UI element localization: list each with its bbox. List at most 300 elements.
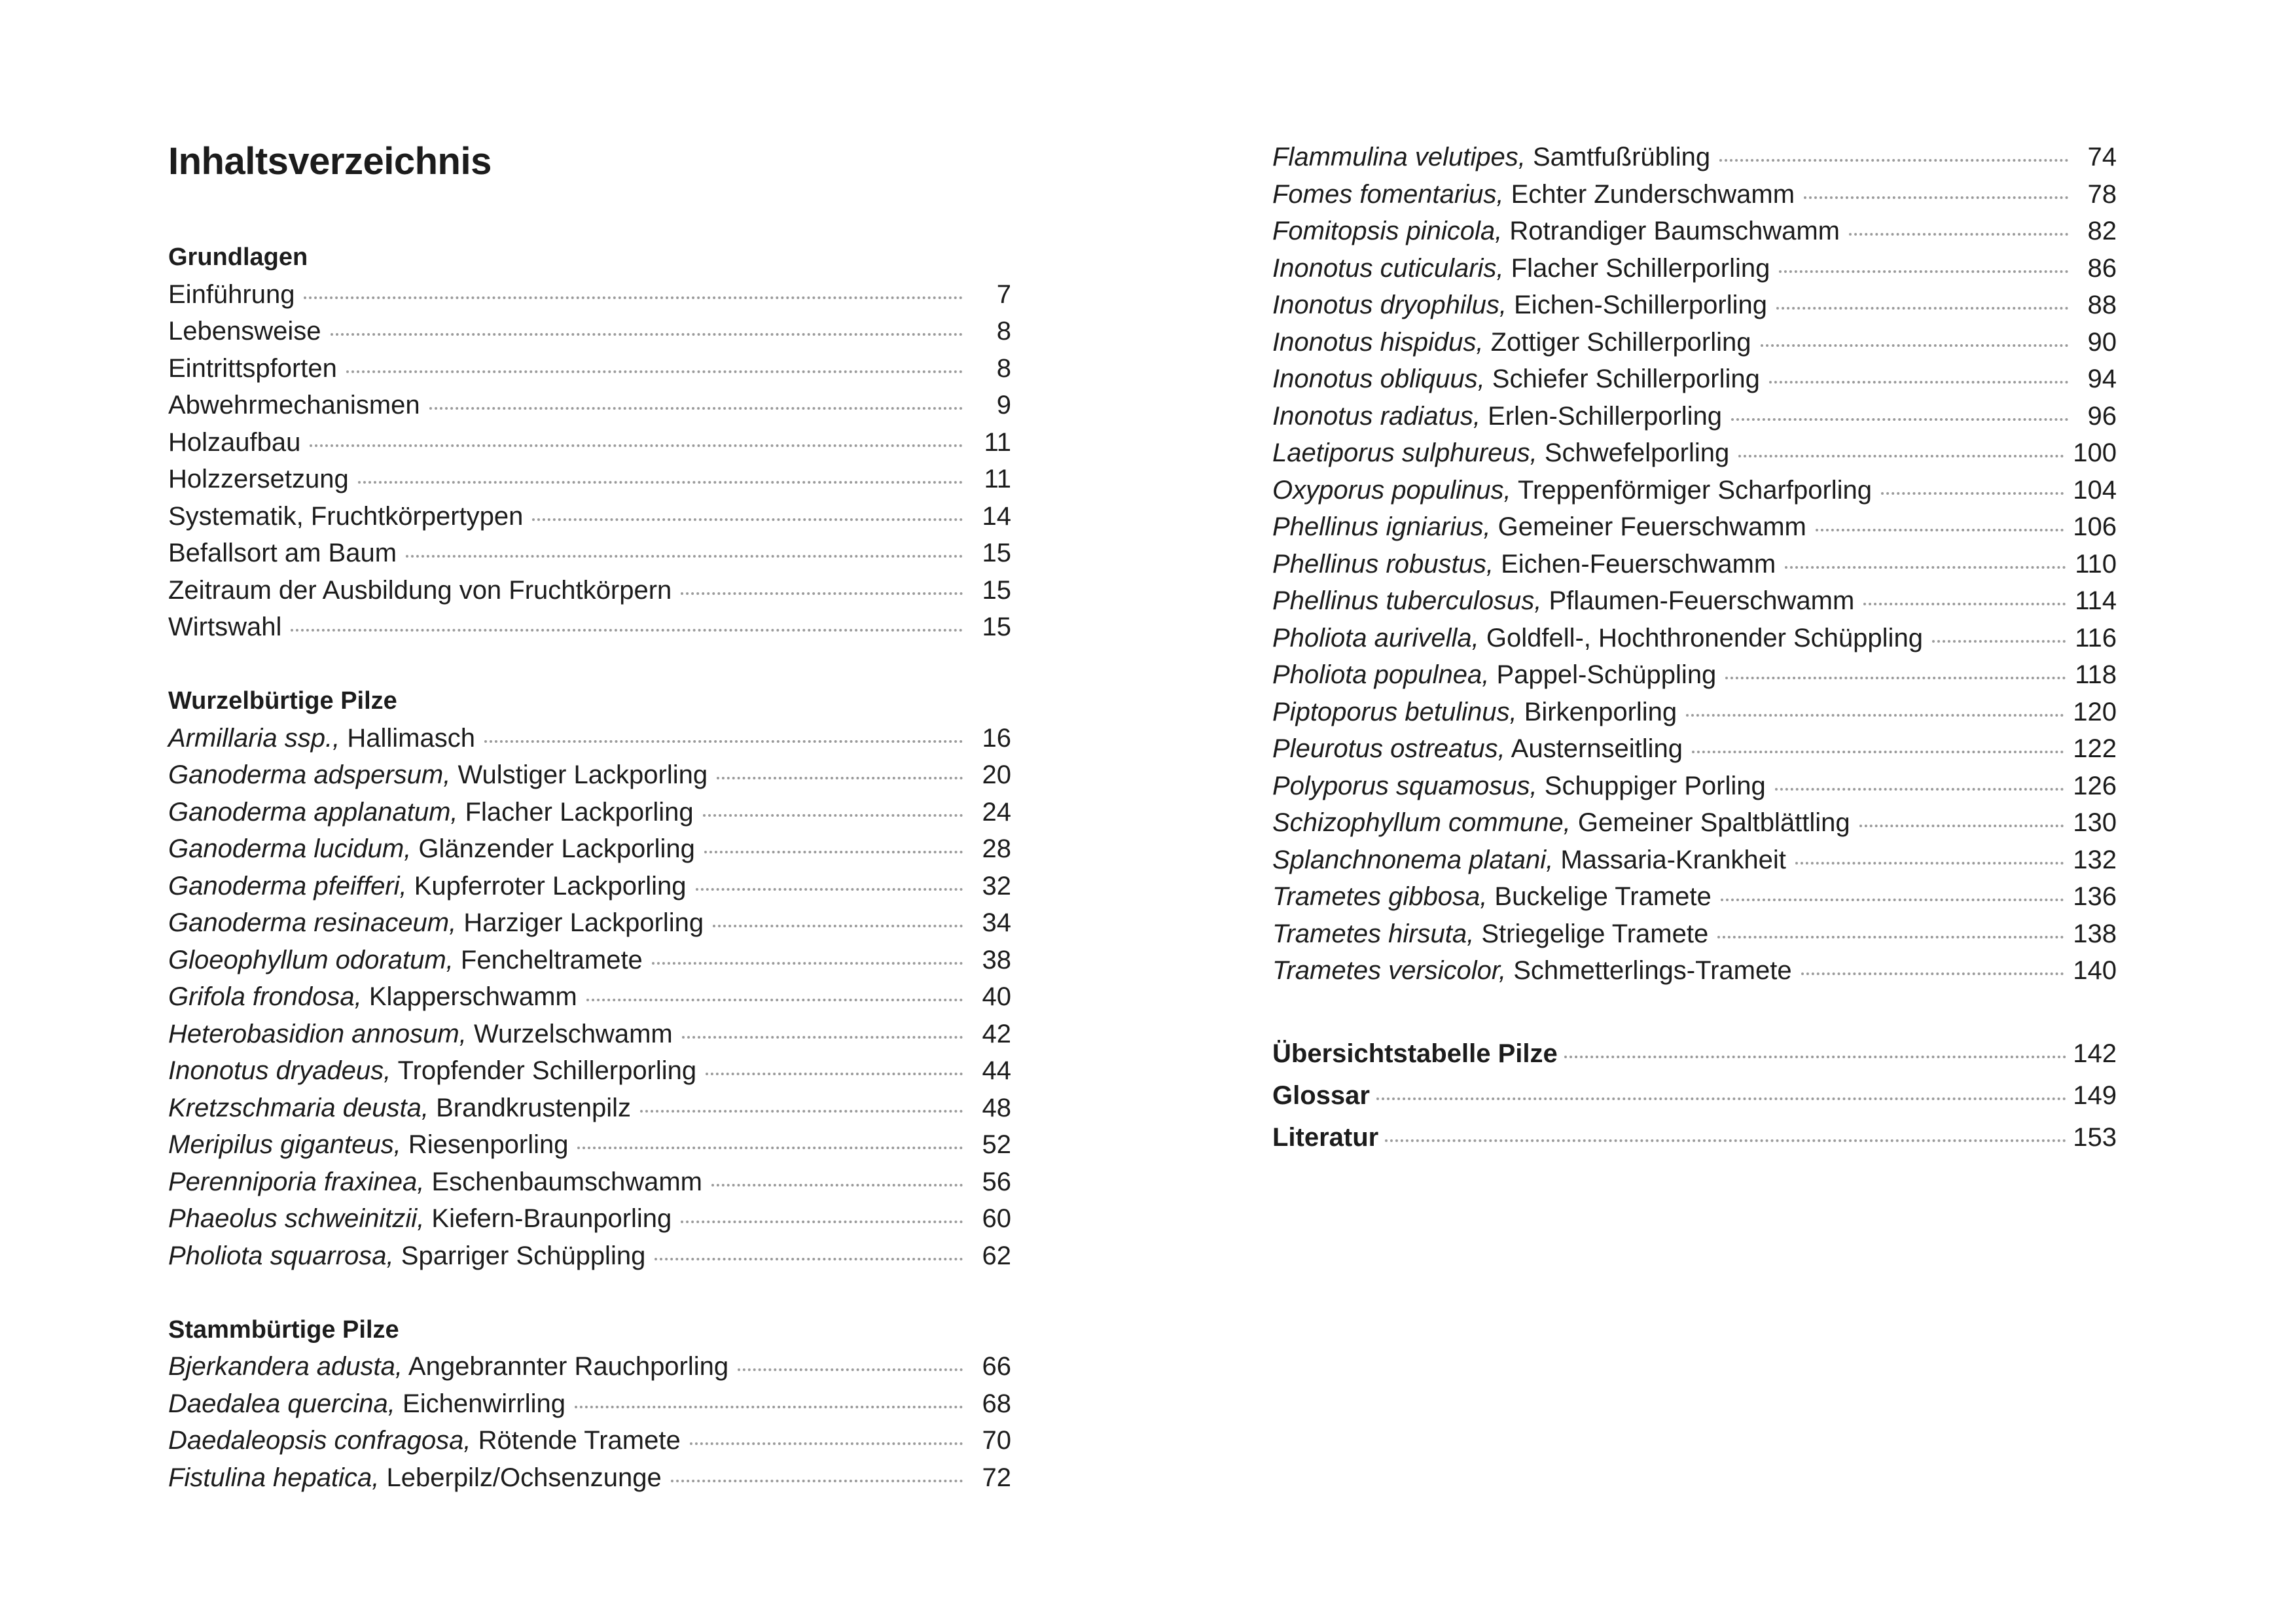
scientific-name: Bjerkandera adusta, [168,1352,403,1381]
page-number: 56 [982,1167,1011,1196]
common-name: Wurzelschwamm [466,1019,673,1048]
entry-title [168,313,321,350]
toc-entry[interactable] [1272,324,2117,361]
entry-title [1272,213,1840,250]
entry-title [1272,176,1795,213]
page-number: 16 [982,723,1011,753]
entry-title [168,1238,645,1275]
common-name: Leberpilz/Ochsenzunge [379,1463,662,1492]
common-name: Schuppiger Porling [1537,771,1766,800]
toc-entry[interactable] [168,1238,1011,1275]
scientific-name: Trametes versicolor, [1272,956,1507,985]
page-number: 72 [982,1463,1011,1492]
scientific-name: Laetiporus sulphureus, [1272,438,1537,467]
page-number: 96 [2087,401,2117,431]
dot-leader [575,1406,963,1408]
page-number: 7 [996,279,1011,309]
page-number: 114 [2075,586,2117,615]
scientific-name: Phellinus tuberculosus, [1272,586,1542,615]
common-name: Brandkrustenpilz [428,1093,631,1122]
page-number: 9 [996,391,1011,419]
entry-title [1272,582,1854,620]
toc-entry[interactable] [168,350,1011,387]
scientific-name: Splanchnonema platani, [1272,845,1554,874]
toc-entry[interactable] [168,1052,1011,1090]
page-number: 34 [982,908,1011,937]
dot-leader [1692,751,2064,753]
entry-title [1272,694,1677,731]
page-number: 8 [996,353,1011,383]
section-gap [168,646,1011,683]
page-number: 78 [2087,179,2117,209]
common-name: Zottiger Schillerporling [1483,327,1751,357]
entry-title [168,276,295,313]
dot-leader [1776,307,2068,310]
page-number: 15 [982,539,1011,567]
toc-entry[interactable] [168,313,1011,350]
entry-title [168,830,695,868]
dot-leader [1721,899,2064,901]
page-number: 14 [982,501,1011,531]
toc-entry[interactable] [1272,656,2117,694]
toc-entry[interactable] [1272,435,2117,472]
page-number: 136 [2073,882,2117,911]
common-name: Holzzersetzung [168,465,349,493]
toc-entry[interactable] [168,572,1011,609]
page-number: 24 [982,797,1011,827]
dot-leader [713,925,963,927]
page-number: 86 [2087,253,2117,283]
entry-title [1272,730,1683,768]
scientific-name: Meripilus giganteus, [168,1130,401,1159]
scientific-name: Phaeolus schweinitzii, [168,1204,425,1233]
scientific-name: Kretzschmaria deusta, [168,1093,429,1122]
entry-title [168,1200,672,1238]
common-name: Flacher Schillerporling [1503,253,1770,283]
dot-leader [1795,862,2064,865]
dot-leader [1769,381,2068,383]
scientific-name: Inonotus dryophilus, [1272,291,1507,319]
dot-leader [484,740,963,743]
page-number: 149 [2073,1080,2117,1110]
page-number: 110 [2075,549,2117,579]
page-number: 8 [996,317,1011,346]
scientific-name: Phellinus robustus, [1272,549,1494,579]
scientific-name: Inonotus cuticularis, [1272,253,1504,283]
scientific-name: Gloeophyllum odoratum, [168,945,454,974]
toc-entry[interactable] [168,1200,1011,1238]
toc-entry[interactable] [1272,842,2117,879]
scientific-name: Inonotus dryadeus, [168,1056,391,1085]
scientific-name: Phellinus igniarius, [1272,512,1491,541]
dot-leader [346,370,963,373]
toc-entry[interactable] [1272,878,2117,916]
toc-entry[interactable] [168,461,1011,498]
scientific-name: Armillaria ssp., [168,723,340,753]
toc-entry[interactable] [168,942,1011,979]
dot-leader [711,1184,963,1186]
common-name: Kiefern-Braunporling [424,1204,672,1233]
dot-leader [682,1036,963,1039]
dot-leader [1801,972,2064,975]
page-title: Inhaltsverzeichnis [168,140,492,183]
page-number: 88 [2087,291,2117,319]
page-number: 142 [2073,1039,2117,1068]
scientific-name: Daedaleopsis confragosa, [168,1426,471,1455]
scientific-name: Grifola frondosa, [168,982,362,1011]
toc-entry[interactable] [168,978,1011,1016]
toc-entry[interactable] [168,1385,1011,1423]
page-number: 132 [2073,845,2117,874]
toc-entry[interactable] [168,757,1011,794]
entry-title [168,720,475,757]
common-name: Eichen-Schillerporling [1507,291,1767,319]
dot-leader [671,1480,963,1482]
dot-leader [586,999,963,1001]
toc-entry[interactable] [168,868,1011,905]
toc-entry[interactable] [168,720,1011,757]
scientific-name: Fomes fomentarius, [1272,179,1504,209]
entry-title [1272,916,1708,953]
entry-title [168,535,397,572]
dot-leader [310,444,963,447]
scientific-name: Pholiota squarrosa, [168,1241,394,1270]
toc-entry[interactable] [168,1126,1011,1164]
page-number: 122 [2073,734,2117,763]
entry-title [168,904,704,942]
page-number: 116 [2075,623,2117,652]
dot-leader [291,629,963,632]
page-number: 74 [2087,143,2117,171]
toc-entry[interactable] [168,1459,1011,1497]
page-number: 104 [2073,475,2117,505]
toc-entry[interactable] [1272,508,2117,546]
main-entry-title: Übersichtstabelle Pilze [1272,1039,1558,1068]
common-name: Flacher Lackporling [457,797,694,827]
entry-title [168,498,523,535]
toc-entry[interactable] [168,535,1011,572]
common-name: Erlen-Schillerporling [1480,401,1723,431]
page-number: 138 [2073,919,2117,948]
common-name: Schmetterlings-Tramete [1506,956,1792,985]
page-number: 28 [982,834,1011,863]
toc-entry[interactable] [168,830,1011,868]
common-name: Rötende Tramete [471,1426,681,1455]
common-name: Eichenwirrling [395,1389,566,1418]
dot-leader [1859,825,2064,827]
page-number: 60 [982,1204,1011,1233]
common-name: Gemeiner Spaltblättling [1570,808,1850,837]
common-name: Pappel-Schüppling [1489,660,1717,689]
entry-title [1272,398,1722,435]
entry-title [1272,878,1712,916]
dot-leader [696,888,963,891]
common-name: Eschenbaumschwamm [424,1167,702,1196]
scientific-name: Schizophyllum commune, [1272,808,1571,837]
scientific-name: Daedalea quercina, [168,1389,395,1418]
entry-title [1272,139,1710,176]
scientific-name: Oxyporus populinus, [1272,475,1511,505]
dot-leader [1775,788,2064,791]
scientific-name: Trametes gibbosa, [1272,882,1488,911]
toc-entry[interactable] [1272,250,2117,287]
dot-leader [406,555,963,558]
common-name: Goldfell-, Hochthronender Schüppling [1479,623,1923,652]
toc-entry[interactable] [168,904,1011,942]
page-number: 15 [982,575,1011,605]
toc-entry[interactable] [1272,213,2117,250]
entry-title [1272,546,1776,583]
scientific-name: Fomitopsis pinicola, [1272,217,1503,245]
toc-entry[interactable] [168,1348,1011,1385]
entry-title [168,757,708,794]
common-name: Sparriger Schüppling [393,1241,646,1270]
toc-entry[interactable] [1272,916,2117,953]
common-name: Zeitraum der Ausbildung von Fruchtkörpern [168,575,672,605]
toc-entry[interactable] [1272,287,2117,324]
toc-entry[interactable] [168,1016,1011,1053]
section-heading: Grundlagen [168,243,308,271]
common-name: Massaria-Krankheit [1553,845,1786,874]
page-number: 52 [982,1130,1011,1159]
dot-leader [681,592,963,595]
page-number: 42 [982,1019,1011,1048]
common-name: Buckelige Tramete [1487,882,1712,911]
common-name: Befallsort am Baum [168,539,397,567]
page-number: 70 [982,1426,1011,1455]
page-number: 32 [982,871,1011,901]
common-name: Systematik, Fruchtkörpertypen [168,501,524,531]
entry-title [1272,324,1751,361]
page-number: 140 [2073,956,2117,985]
dot-leader [1719,159,2068,162]
scientific-name: Piptoporus betulinus, [1272,697,1517,726]
toc-entry[interactable] [168,1164,1011,1201]
entry-title [1272,472,1872,509]
entry-title [168,1016,673,1053]
scientific-name: Ganoderma lucidum, [168,834,412,863]
entry-title [168,350,337,387]
toc-entry[interactable] [1272,582,2117,620]
common-name: Birkenporling [1516,697,1677,726]
dot-leader [358,481,963,484]
entry-title [168,978,577,1016]
scientific-name: Trametes hirsuta, [1272,919,1475,948]
page-number: 66 [982,1352,1011,1381]
common-name: Tropfender Schillerporling [391,1056,697,1085]
toc-entry[interactable] [1272,398,2117,435]
main-entry-title: Literatur [1272,1122,1379,1152]
entry-title [168,942,643,979]
entry-title [168,1385,565,1423]
common-name: Eichen-Feuerschwamm [1493,549,1776,579]
dot-leader [1932,640,2066,643]
entry-title [1272,435,1729,472]
entry-title [168,572,672,609]
toc-entry[interactable] [168,276,1011,313]
toc-entry[interactable] [1272,952,2117,990]
toc-entry[interactable] [168,424,1011,461]
page-number: 126 [2073,771,2117,800]
common-name: Gemeiner Feuerschwamm [1490,512,1806,541]
common-name: Schiefer Schillerporling [1484,365,1760,393]
common-name: Rotrandiger Baumschwamm [1502,217,1840,245]
dot-leader [1785,566,2066,569]
common-name: Samtfußrübling [1525,143,1711,171]
common-name: Harziger Lackporling [456,908,704,937]
common-name: Klapperschwamm [361,982,577,1011]
toc-entry[interactable] [1272,176,2117,213]
common-name: Hallimasch [340,723,475,753]
dot-leader [304,296,963,299]
toc-entry[interactable] [168,498,1011,535]
toc-main-entry[interactable] [1272,1033,2117,1075]
page-number: 106 [2073,512,2117,541]
section-heading: Stammbürtige Pilze [168,1315,399,1344]
dot-leader [1804,196,2068,199]
common-name: Angebrannter Rauchporling [403,1352,729,1381]
toc-entry[interactable] [1272,730,2117,768]
page-number: 48 [982,1093,1011,1122]
entry-title [168,1090,631,1127]
toc-left-column [168,239,1011,1496]
dot-leader [1731,418,2068,421]
dot-leader [1761,344,2068,347]
page-number: 40 [982,982,1011,1011]
common-name: Kupferroter Lackporling [406,871,687,901]
page-number: 44 [982,1056,1011,1085]
entry-title [1272,804,1850,842]
entry-title [168,387,420,424]
dot-leader [1725,677,2066,679]
page-number: 82 [2087,217,2117,245]
dot-leader [331,333,963,336]
toc-entry[interactable] [1272,546,2117,583]
entry-title [168,1164,702,1201]
dot-leader [640,1110,963,1113]
common-name: Echter Zunderschwamm [1503,179,1795,209]
dot-leader [652,962,963,965]
scientific-name: Inonotus hispidus, [1272,327,1484,357]
entry-title [168,1052,696,1090]
main-entry-title: Glossar [1272,1080,1370,1110]
page-number: 100 [2073,438,2117,467]
dot-leader [655,1258,963,1260]
common-name: Riesenporling [401,1130,569,1159]
toc-entry[interactable] [1272,694,2117,731]
entry-title [1272,620,1923,657]
entry-title [1272,508,1806,546]
section-gap [168,1274,1011,1311]
scientific-name: Perenniporia fraxinea, [168,1167,425,1196]
dot-leader [703,814,963,817]
entry-title [1272,952,1792,990]
dot-leader [1849,233,2068,236]
entry-title [168,1459,662,1497]
entry-title [1272,287,1767,324]
scientific-name: Polyporus squamosus, [1272,771,1537,800]
dot-leader [690,1442,963,1445]
dot-leader [1717,936,2064,938]
toc-entry[interactable] [1272,361,2117,398]
dot-leader [1738,455,2064,457]
page-number: 11 [984,427,1011,457]
entry-title [168,1422,681,1459]
toc-entry[interactable] [1272,472,2117,509]
page-number: 62 [982,1241,1011,1270]
common-name: Pflaumen-Feuerschwamm [1541,586,1855,615]
dot-leader [1686,714,2064,717]
toc-entry[interactable] [168,794,1011,831]
entry-title [168,794,694,831]
toc-entry[interactable] [1272,768,2117,805]
dot-leader [429,407,963,410]
entry-title [168,461,349,498]
page-number: 118 [2075,660,2117,689]
dot-leader [706,1073,963,1075]
entry-title [168,1348,728,1385]
common-name: Wirtswahl [168,613,282,641]
toc-entry[interactable] [168,1422,1011,1459]
toc-entry[interactable] [168,1090,1011,1127]
page-number: 94 [2087,365,2117,393]
toc-entry[interactable] [1272,620,2117,657]
page-number: 130 [2073,808,2117,837]
dot-leader [1816,529,2064,531]
dot-leader [577,1147,963,1149]
scientific-name: Pleurotus ostreatus, [1272,734,1505,763]
toc-main-entry[interactable] [1272,1116,2117,1158]
common-name: Eintrittspforten [168,353,337,383]
toc-main-entry[interactable] [1272,1075,2117,1116]
common-name: Lebensweise [168,317,321,346]
toc-entry[interactable] [168,387,1011,424]
entry-title [1272,656,1716,694]
scientific-name: Pholiota aurivella, [1272,623,1479,652]
common-name: Austernseitling [1505,734,1683,763]
toc-entry[interactable] [1272,804,2117,842]
common-name: Treppenförmiger Scharfporling [1511,475,1873,505]
dot-leader [704,851,963,853]
page-number: 11 [984,465,1011,493]
page-number: 153 [2073,1122,2117,1152]
common-name: Striegelige Tramete [1474,919,1709,948]
dot-leader [1863,603,2066,605]
page-number: 15 [982,613,1011,641]
scientific-name: Inonotus obliquus, [1272,365,1485,393]
scientific-name: Ganoderma pfeifferi, [168,871,407,901]
scientific-name: Fistulina hepatica, [168,1463,380,1492]
dot-leader [681,1221,963,1223]
entry-title [168,424,300,461]
common-name: Abwehrmechanismen [168,391,420,419]
scientific-name: Pholiota populnea, [1272,660,1490,689]
toc-entry[interactable] [1272,139,2117,176]
common-name: Einführung [168,279,295,309]
entry-title [1272,361,1760,398]
scientific-name: Flammulina velutipes, [1272,143,1526,171]
entry-title [168,868,687,905]
section-gap [1272,990,2117,1033]
common-name: Schwefelporling [1537,438,1730,467]
scientific-name: Heterobasidion annosum, [168,1019,467,1048]
entry-title [168,609,281,646]
common-name: Glänzender Lackporling [411,834,695,863]
common-name: Fencheltramete [453,945,643,974]
dot-leader [1385,1139,2066,1142]
toc-entry[interactable] [168,609,1011,646]
page-number: 20 [982,760,1011,789]
